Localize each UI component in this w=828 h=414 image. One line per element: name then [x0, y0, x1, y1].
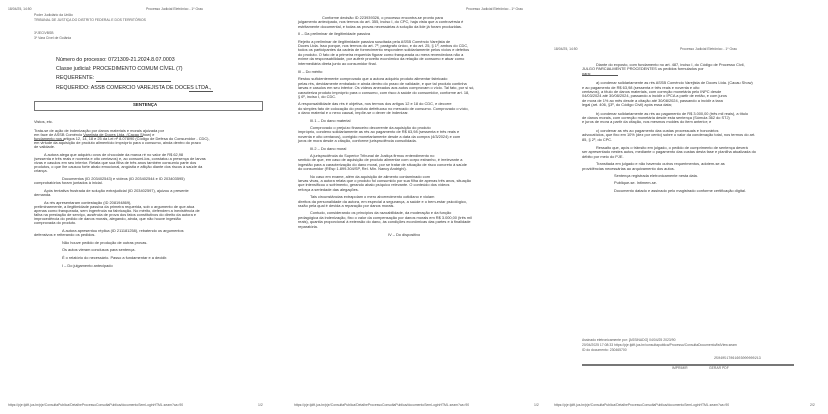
- section-heading: III – Do mérito: [298, 69, 323, 74]
- paragraph-line: Restou suficientemente comprovado que a autora adquiriu produto alimentar fabricado: [298, 76, 448, 82]
- paragraph-line: pedagógica da indenização, fixo o valor da compensação por danos morais em R$ 3.000,00 (três mil: [298, 214, 472, 220]
- footer-page: 1/2: [534, 403, 539, 407]
- paragraph-line: demanda.: [34, 192, 52, 197]
- paragraph-line: caracteriza produto impróprio para o consumo, com risco à saúde do consumidor, conforme art. 18,: [298, 89, 470, 95]
- paragraph-line: defensivos e reiterando os pedidos.: [34, 232, 96, 237]
- court-name-line-2: TRIBUNAL DE JUSTIÇA DO DISTRITO FEDERAL E DOS TERRITÓRIOS: [34, 18, 146, 22]
- paragraph-line: preliminarmente, a ilegitimidade passiva da primeira requerida, sob o argumento de que atua: [34, 204, 195, 209]
- paragraph-line: Transitada em julgado e não havendo outros requerimentos, adotem-se as: [596, 161, 725, 167]
- paragraph-line: As rés apresentaram contestação (ID 208194869),: [44, 200, 132, 205]
- document-page-1: [0, 0, 276, 414]
- list-item-line: 85, § 2º, do CPC.: [582, 136, 613, 142]
- paragraph-line: vivas e casulos em seu interior. Relata que sua filha de três anos também consumiu parte dos: [34, 160, 197, 165]
- requerido-label: REQUERIDO: ASSB COMERCIO VAREJISTA DE DOCES LTDA.,: [56, 85, 212, 91]
- signature-line-2: 20/04/2025 17:08:33 https://pje.tjdft.jus.br/consultapublica/Processo/ConsultaDocumento/listView.seam: [582, 343, 737, 347]
- paragraph-line: razão pela qual é devida a reparação por danos morais.: [298, 203, 395, 208]
- document-title: SENTENÇA: [133, 102, 158, 107]
- paragraph-line: § 6º, inciso I, do CDC.: [298, 94, 337, 99]
- footer-url: https://pje.tjdft.jus.br/pje/ConsultaPublica/DetalheProcessoConsultaPublica/documentoSemLoginHTML.seam?ca=90: [294, 403, 470, 407]
- document-page-2: [276, 0, 552, 414]
- paragraph-line: A autora alega que adquiriu ovos de chocolate da marca ré no valor de R$ 62,98: [44, 152, 184, 157]
- paragraph-line: reparatória.: [298, 223, 318, 229]
- paragraph-line: ser apresentado nestes autos, mediante o pagamento das custas desta fase e planilha atualizada do: [582, 149, 756, 155]
- paragraph-line: sentido de que, em caso de aquisição de produto alimentar com corpo estranho, é irrelevante a: [298, 157, 463, 163]
- paragraph-line: Os autos vieram conclusos para sentença.: [62, 247, 136, 252]
- list-item-line: de mora de 1% ao mês desde a citação até 30/08/2024, passando a incidir a taxa: [582, 97, 723, 103]
- requerente-label: REQUERENTE:: [56, 75, 95, 81]
- paragraph-line: (sessenta e três reais e noventa e oito centavos) e, ao consumi-los, constatou a presença de larvas: [34, 156, 206, 161]
- print-timestamp: 18/04/25, 14:50: [554, 47, 578, 51]
- paragraph-line: A jurisprudência do Superior Tribunal de Justiça firmou entendimento no: [310, 153, 435, 158]
- paragraph-line: comprobatórios foram juntados à inicial.: [34, 180, 103, 185]
- paragraph-line: No caso em exame, além da aquisição de alimento contaminado com: [310, 173, 431, 179]
- paragraph-line: reais), quantia proporcional à extensão do dano, às condições econômicas das partes e à finalidade: [298, 219, 471, 225]
- footer-url: https://pje.tjdft.jus.br/pje/ConsultaPublica/DetalheProcessoConsultaPublica/documentoSemLoginHTML.seam?ca=90: [8, 403, 184, 407]
- paragraph-line: A autora apresentou réplica (ID 211181258), rebatendo os argumentos: [62, 228, 184, 233]
- paragraph-line: julgamento antecipado, nos termos do art. 355, inciso I, do CPC, haja vista que a controvérsia é: [298, 19, 464, 25]
- paragraph-line: intermediária direta junto ao consumidor final.: [298, 60, 377, 66]
- paragraph-line: noventa e oito centavos), corrigido monetariamente desde a data da compra (4/3/2024) e com: [298, 133, 461, 139]
- paragraph-line: produtos, o que lhe causou forte abalo emocional, angústia e aflição diante dos riscos à saúde da: [34, 164, 203, 169]
- paragraph-line: Comprovado o prejuízo financeiro decorrente da aquisição do produto: [310, 125, 431, 130]
- footer-url: https://pje.tjdft.jus.br/pje/ConsultaPublica/DetalheProcessoConsultaPublica/documentoSemLoginHTML.seam?ca=90: [554, 403, 730, 407]
- paragraph-line: em face de ASSB Comércio Varejista de Doces Ltda. (Cacau Show) e: [34, 132, 155, 137]
- paragraph-line: todos os participantes da cadeia de fornecimento respondem solidariamente pelos vícios e defeitos: [298, 47, 470, 53]
- viewer-title: Processo Judicial Eletrônico - 1º Grau: [146, 7, 204, 11]
- paragraph-line: falha na prestação de serviço, ausência de prova dos fatos constitutivos do direito da autora e: [34, 212, 196, 217]
- paragraph-line: Doces Ltda. Isso porque, nos termos do art. 7º, parágrafo único, e do art. 25, § 1º, ambos do CDC,: [298, 43, 469, 48]
- print-timestamp: 18/04/25, 14:50: [8, 7, 32, 11]
- paragraph-line: reforça a seriedade das alegações.: [298, 186, 359, 192]
- viewer-title: Processo Judicial Eletrônico - 1º Grau: [680, 47, 738, 51]
- paragraph-line: para:: [582, 70, 591, 76]
- paragraph-line: Não houve pedido de produção de outras provas.: [62, 240, 148, 245]
- paragraph-line: I – Do julgamento antecipado: [62, 263, 113, 268]
- paragraph-line: pelas rés, devidamente embalado e ainda dentro do prazo de validade, e que tal produto continha: [298, 80, 467, 86]
- viewer-title: Processo Judicial Eletrônico - 1º Grau: [466, 7, 524, 11]
- redaction-line: [96, 81, 171, 82]
- footer-page: 2/2: [810, 403, 815, 407]
- paragraph-line: larvas vivas, a autora relata que o produto foi consumido por sua filha de apenas três anos, situação: [298, 178, 472, 183]
- section-heading: III.2 – Do dano moral: [310, 145, 347, 151]
- paragraph-line: estritamente documental, e todas as provas necessárias à solução da lide já foram produzidas.: [298, 23, 462, 29]
- section-heading: IV – Do dispositivo: [388, 232, 421, 237]
- section-heading: II – Da preliminar de ilegitimidade passiva: [298, 31, 371, 37]
- redaction-line: [83, 136, 143, 137]
- redaction-line: [189, 91, 213, 92]
- section-heading: III.1 – Do dano material: [310, 117, 351, 123]
- list-item-line: 04/03/2024 até 30/08/2024, passando a incidir o IPCA a partir de então, e com juros: [582, 93, 727, 99]
- pdf-button[interactable]: GERAR PDF: [709, 366, 729, 370]
- paragraph-line: Ressalto que, após o trânsito em julgado, o pedido de cumprimento de sentença deverá: [596, 145, 748, 150]
- vara-name: 3º Vara Cível de Goiânia: [34, 36, 71, 40]
- list-item-line: e ao pagamento de R$ 63,98 (sessenta e três reais e noventa e oito: [582, 84, 700, 90]
- paragraph-line: do consumidor (REsp 1.899.304/SP, Rel. Min. Nancy Andrighi).: [298, 166, 407, 172]
- paragraph-line: Publique-se. Intimem-se.: [614, 180, 658, 186]
- paragraph-line: Vistos, etc.: [34, 119, 53, 124]
- paragraph-line: Conforme decisão ID 223939326, o processo encontra-se pronto para: [322, 15, 443, 20]
- paragraph-line: Tais circunstâncias extrapolam o mero aborrecimento cotidiano e violam: [310, 194, 435, 200]
- barcode-number: 25040517061603000000213: [714, 357, 761, 361]
- list-item-line: a) condenar solidariamente as rés ASSB Comércio Varejista de Doces Ltda. (Cacau Show): [596, 80, 753, 86]
- footer-divider: [582, 364, 794, 366]
- paragraph-line: A responsabilidade das rés é objetiva, nos termos dos artigos 12 e 18 do CDC, e decorre: [298, 101, 452, 107]
- paragraph-line: do simples fato de colocação do produto defeituoso no mercado de consumo. Comprovado o vício,: [298, 105, 469, 111]
- print-button[interactable]: IMPRIMIR: [672, 366, 688, 370]
- list-item-line: b) condenar solidariamente as rés ao pagamento de R$ 3.000,00 (três mil reais), a título: [596, 110, 749, 116]
- document-page-3: [552, 0, 828, 414]
- paragraph-line: Contudo, considerando os princípios da razoabilidade, da moderação e da função: [310, 210, 452, 216]
- paragraph-line: Diante do exposto, com fundamento no art. 487, inciso I, do Código de Processo Civil,: [596, 62, 745, 67]
- process-number: Número do processo: 0721309-21.2024.8.07.0003: [56, 57, 175, 63]
- paragraph-line: Documento datado e assinado pelo magistrado conforme certificação digital.: [614, 187, 746, 193]
- vara-code: 3ºJECIVBSB: [34, 31, 54, 35]
- paragraph-line: JULGO PARCIALMENTE PROCEDENTES os pedidos formulados por: [582, 66, 704, 72]
- paragraph-line: o dano material e o nexo causal, impõe-se o dever de indenizar.: [298, 110, 409, 116]
- paragraph-line: apenas como franqueada, sem ingerência na fabricação. No mérito, defendem a inexistência de: [34, 208, 200, 213]
- paragraph-line: Documentos (ID 203402543) e vídeos (ID 203402544 e ID 203403595): [62, 176, 185, 181]
- paragraph-line: comprovada do produto.: [34, 220, 77, 225]
- list-item-line: c) condenar as rés ao pagamento das custas processuais e honorários: [596, 127, 719, 133]
- list-item-line: e juros de mora a partir da citação, nos mesmos moldes do item anterior; e: [582, 119, 712, 125]
- paragraph-line: débito por meio do PJE.: [582, 153, 624, 159]
- paragraph-line: impróprio, condeno solidariamente as rés ao pagamento de R$ 63,98 (sessenta e três reais e: [298, 129, 460, 135]
- paragraph-line: improcedência do pedido de danos morais, alegando, ainda, que não houve ingestão: [34, 216, 181, 221]
- paragraph-line: larvas e casulos em seu interior. Os vídeos anexados aos autos comprovam o vício. Tal fato, por si só,: [298, 85, 475, 91]
- paragraph-line: fundamento nos artigos 12, 14, 18 e 25 da Lei nº 8.078/90 (Código de Defesa do Consumidor - CDC),: [34, 136, 210, 141]
- paragraph-line: do produto. O fato de a primeira requerida figurar como franqueada ou mera revendedora não a: [298, 51, 464, 57]
- list-item-line: de danos morais, com correção monetária desde esta sentença (Súmula 362 do STJ): [582, 115, 730, 120]
- footer-page: 1/2: [258, 403, 263, 407]
- paragraph-line: de validade.: [34, 144, 55, 149]
- paragraph-line: Rejeito a preliminar de ilegitimidade passiva suscitada pela ASSB Comércio Varejista de: [298, 38, 451, 44]
- redaction-line: [582, 75, 618, 76]
- paragraph-line: Após tentativa frustrada de solução extrajudicial (ID 203402597), ajuizou a presente: [44, 188, 189, 193]
- paragraph-line: Sentença registrada eletronicamente nesta data.: [614, 173, 698, 178]
- paragraph-line: direitos da personalidade da autora, em especial a segurança, a saúde e o bem-estar psicológico,: [298, 198, 467, 204]
- signature-line-1: Assinado eletronicamente por: [ASSINADO] 04/04/25 2023/90: [582, 338, 676, 342]
- paragraph-line: que intensificou o sofrimento, gerando abalo psíquico relevante. O conteúdo dos vídeos: [298, 182, 450, 188]
- paragraph-line: em virtude da aquisição de produto alimentício impróprio para o consumo, ainda dentro do prazo: [34, 140, 201, 145]
- redaction-line: [34, 140, 64, 141]
- court-name-line-1: Poder Judiciário da União: [34, 13, 73, 17]
- paragraph-line: É o relatório do necessário. Passo a fundamentar e a decidir.: [62, 255, 168, 260]
- list-item-line: advocatícios, que fixo em 10% (dez por cento) sobre o valor da condenação total, nos termos do art.: [582, 132, 756, 138]
- paragraph-line: exime da responsabilidade, por auferir proveito econômico da relação de consumo e atuar como: [298, 56, 465, 62]
- paragraph-line: Trata-se de ação de indenização por danos materiais e morais ajuizada por: [34, 128, 165, 133]
- signature-line-3: ID do documento: 230465700: [582, 348, 627, 352]
- paragraph-line: ingestão para a caracterização do dano moral, por se tratar de situação de risco concreto à saúde: [298, 161, 467, 167]
- paragraph-line: criança.: [34, 168, 48, 173]
- list-item-line: centavos), a título de danos materiais, com correção monetária pelo INPC desde: [582, 89, 722, 94]
- paragraph-line: juros de mora desde a citação, conforme jurisprudência consolidada.: [298, 138, 417, 144]
- paragraph-line: providências necessárias ao arquivamento dos autos.: [582, 165, 675, 171]
- list-item-line: legal (art. 406, §3º, do Código Civil) após essa data;: [582, 102, 672, 108]
- process-class: Classe judicial: PROCEDIMENTO COMUM CÍVEL (7): [56, 66, 183, 72]
